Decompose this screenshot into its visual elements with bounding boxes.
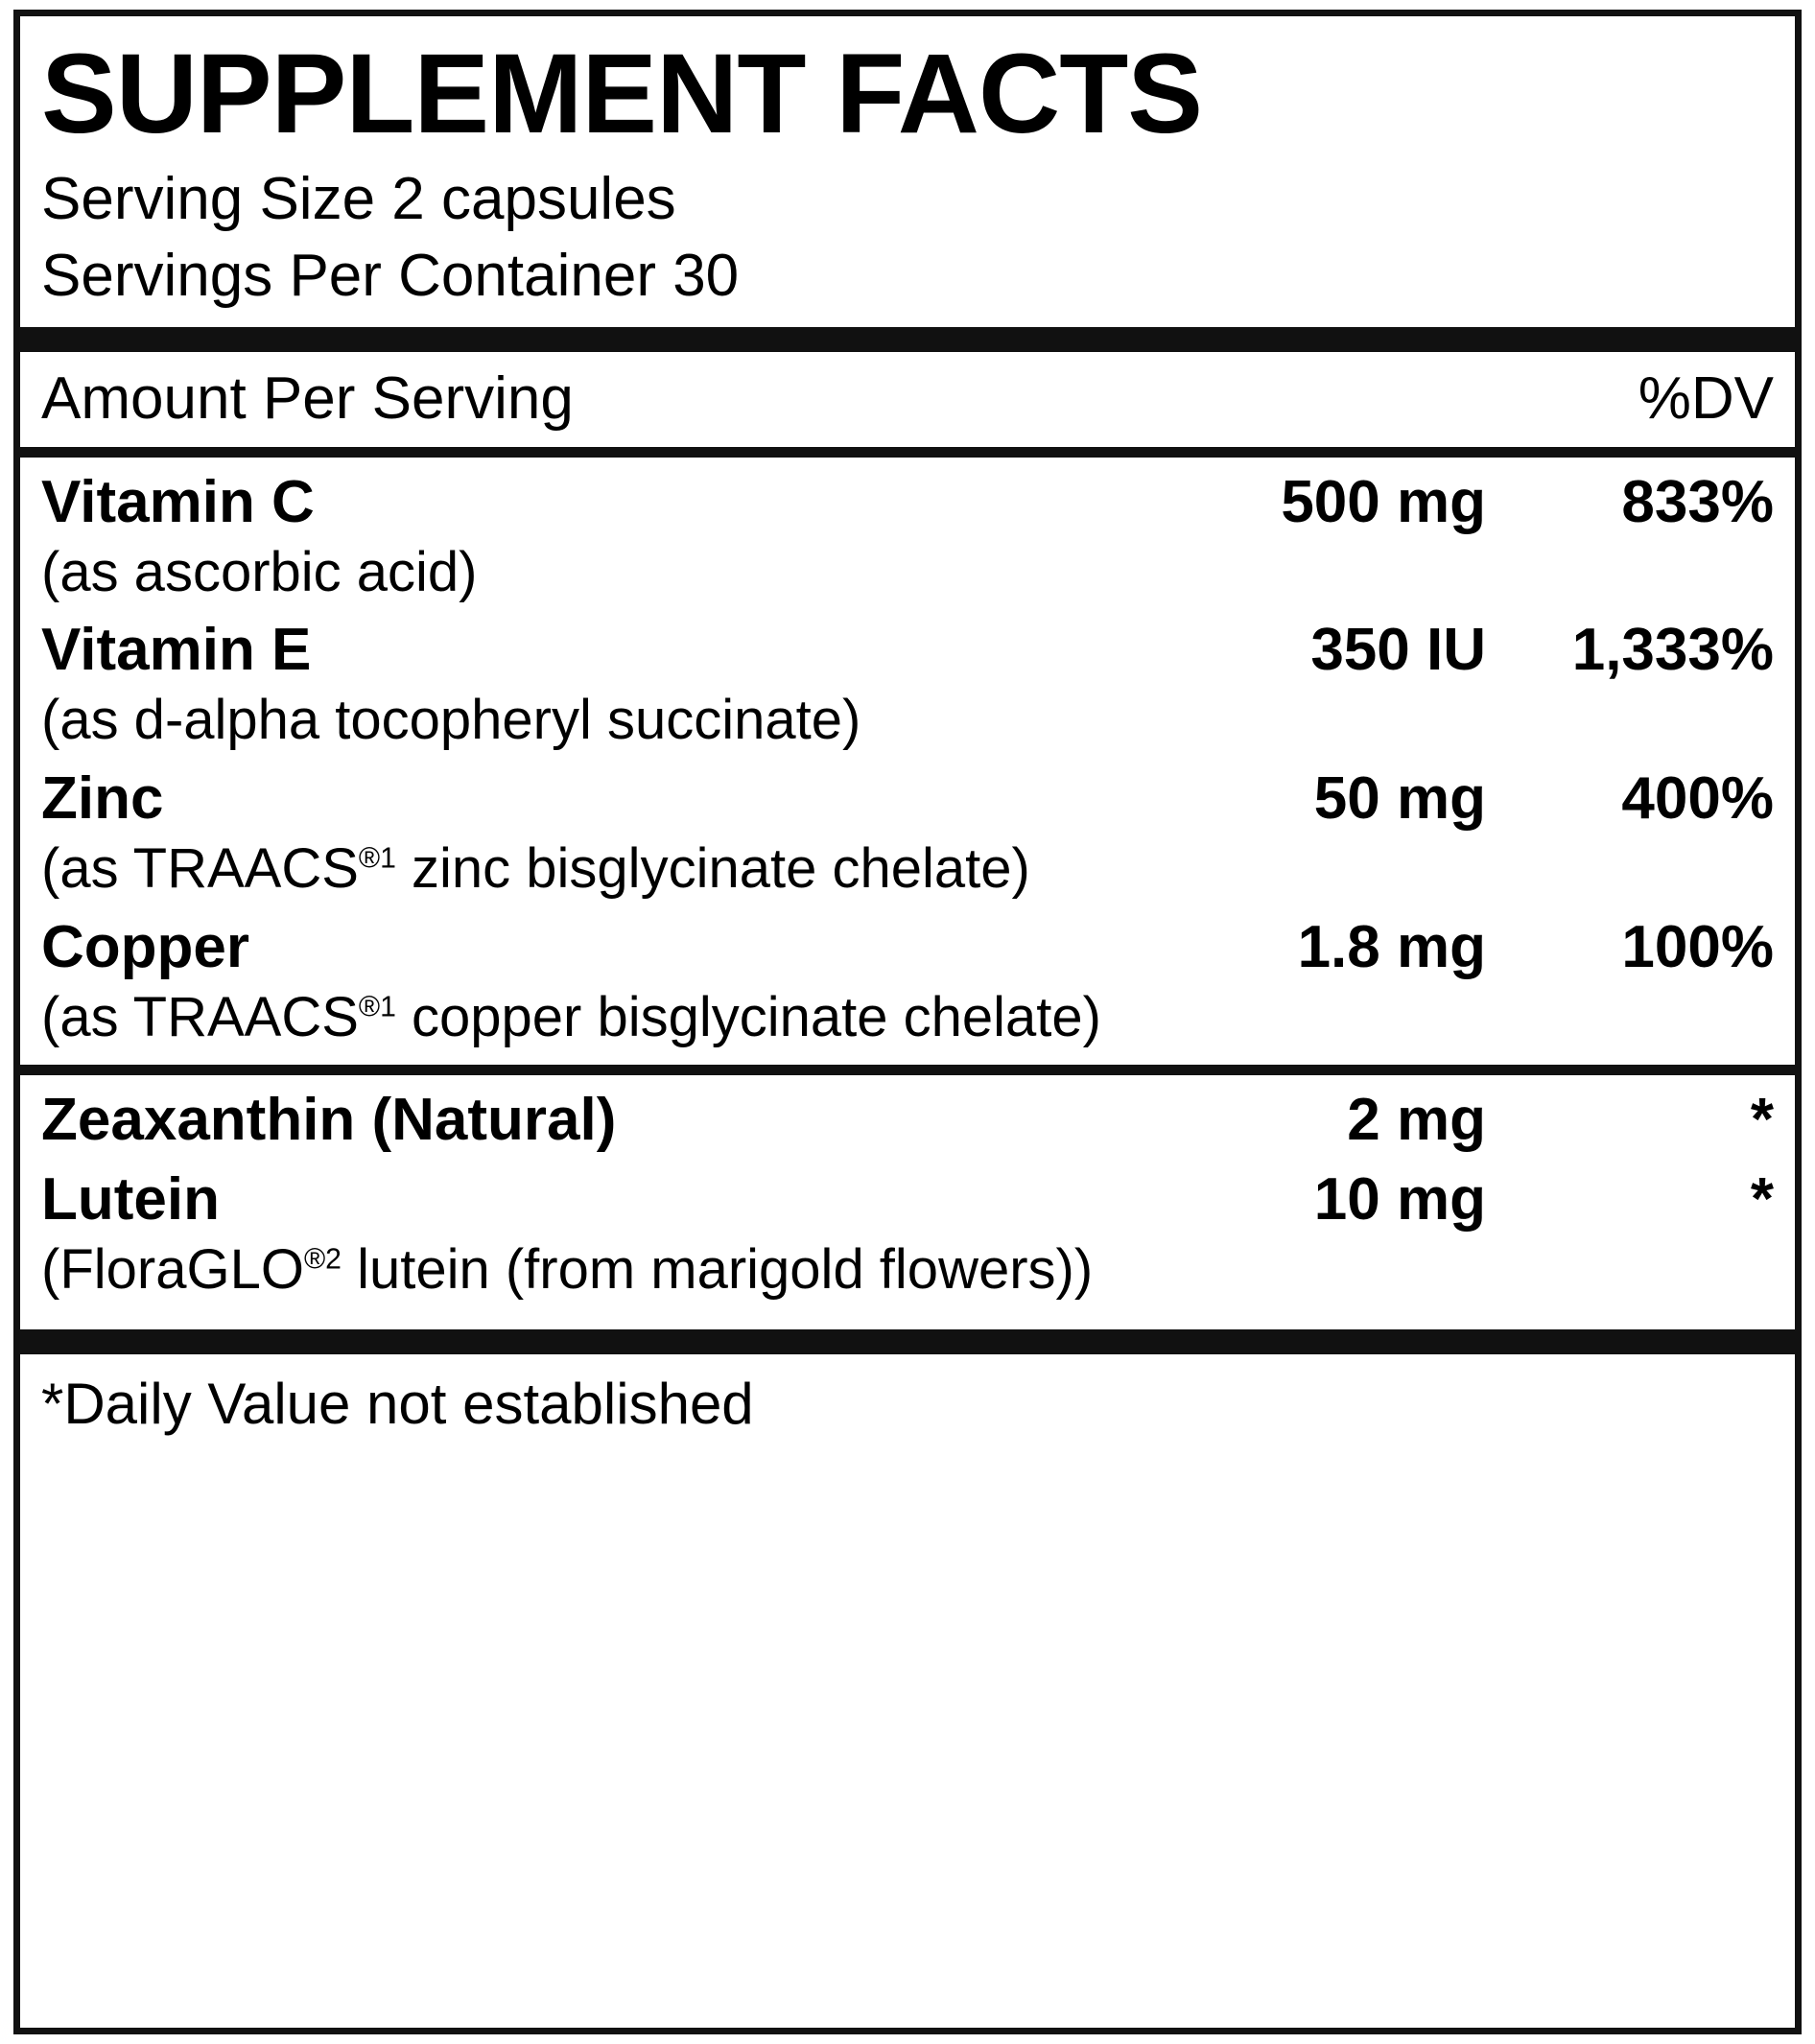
nutrient-name: Copper xyxy=(41,913,249,980)
source-pre: (as TRAACS xyxy=(41,837,359,901)
nutrient-source xyxy=(41,834,1774,903)
ingredient-source xyxy=(41,1234,1774,1304)
nutrient-amount: 1.8 mg xyxy=(1297,913,1486,980)
table-row xyxy=(41,903,1774,982)
nutrient-source: (as ascorbic acid) xyxy=(41,540,478,603)
nutrient-source: (as d-alpha tocopheryl succinate) xyxy=(41,689,861,752)
nutrient-dv: 833% xyxy=(1621,468,1774,535)
daily-value-label: %DV xyxy=(1638,365,1774,433)
nutrient-name: Vitamin C xyxy=(41,468,315,535)
ingredient-amount: 10 mg xyxy=(1313,1165,1486,1233)
table-row xyxy=(41,1075,1774,1155)
source-post: lutein (from marigold flowers)) xyxy=(341,1237,1094,1301)
table-row xyxy=(41,605,1774,685)
source-post: copper bisglycinate chelate) xyxy=(395,985,1101,1048)
divider-thick-top xyxy=(20,327,1795,352)
divider-under-headers xyxy=(20,447,1795,458)
amount-per-serving-label: Amount Per Serving xyxy=(41,365,574,433)
source-pre: (as TRAACS xyxy=(41,985,359,1048)
servings-per-container: Servings Per Container 30 xyxy=(41,242,740,309)
table-row xyxy=(41,754,1774,834)
nutrient-amount: 500 mg xyxy=(1281,468,1486,535)
divider-thick-bottom xyxy=(20,1329,1795,1354)
supplement-facts-box xyxy=(13,10,1802,2034)
table-row xyxy=(41,1155,1774,1234)
trademark-mark: ®2 xyxy=(303,1243,342,1276)
ingredient-dv: * xyxy=(1750,1086,1774,1153)
ingredient-dv: * xyxy=(1750,1165,1774,1233)
table-row xyxy=(41,458,1774,537)
nutrient-dv: 100% xyxy=(1621,913,1774,980)
footnote-text: *Daily Value not established xyxy=(41,1372,754,1437)
header-section xyxy=(20,16,1795,314)
nutrient-name: Vitamin E xyxy=(41,617,312,684)
nutrient-dv: 1,333% xyxy=(1571,617,1774,684)
ingredient-name: Zeaxanthin (Natural) xyxy=(41,1086,617,1153)
trademark-mark: ®1 xyxy=(358,991,396,1023)
source-post: zinc bisglycinate chelate) xyxy=(395,837,1030,901)
nutrient-dv: 400% xyxy=(1621,765,1774,833)
nutrient-amount: 50 mg xyxy=(1313,765,1486,833)
serving-size: Serving Size 2 capsules xyxy=(41,166,676,233)
page-title: SUPPLEMENT FACTS xyxy=(41,31,1202,157)
column-headers xyxy=(41,352,1774,446)
footnote-section xyxy=(20,1354,1795,1448)
source-pre: (FloraGLO xyxy=(41,1237,304,1301)
nutrient-amount: 350 IU xyxy=(1310,617,1486,684)
nutrients-section xyxy=(20,458,1795,1065)
trademark-mark: ®1 xyxy=(358,842,396,875)
bottom-spacer xyxy=(20,1448,1795,2028)
other-ingredients-section xyxy=(20,1075,1795,1317)
column-header-section xyxy=(20,352,1795,446)
ingredient-amount: 2 mg xyxy=(1347,1086,1486,1153)
nutrient-source xyxy=(41,982,1774,1051)
ingredient-name: Lutein xyxy=(41,1165,220,1233)
nutrient-name: Zinc xyxy=(41,765,164,833)
divider-above-other-ingredients xyxy=(20,1065,1795,1075)
